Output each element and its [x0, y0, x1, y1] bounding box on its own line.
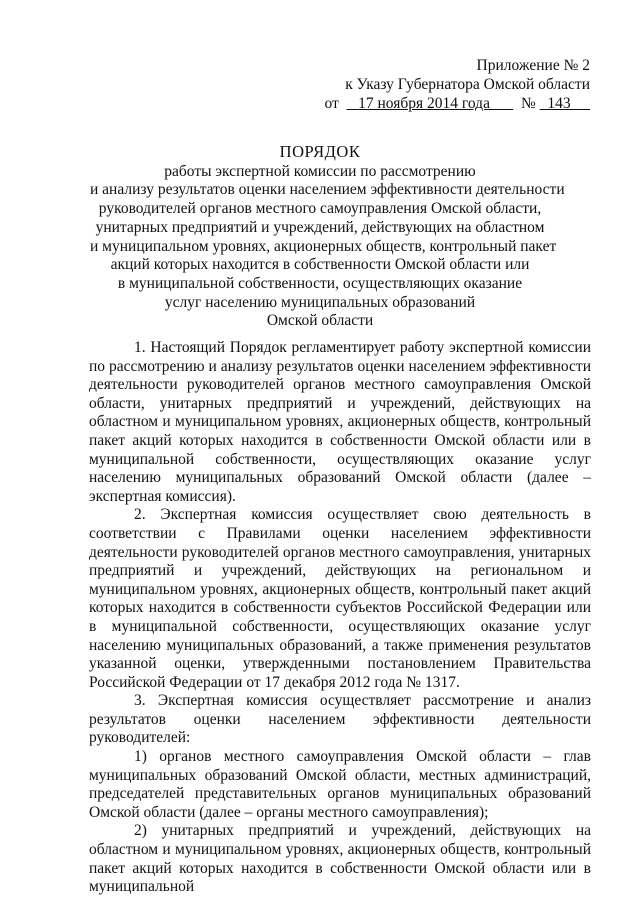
number-prefix: №	[520, 95, 536, 112]
paragraph-2: 2. Экспертная комиссия осуществляет свою деятельность в соответствии с Правилами оценки населением эффективности деятельности руководителей органов местного самоуправления, унитарных предприятий и учреждений, действующих на региональном и муниципальном уровнях, акционерных обществ, контрольный пакет акций которых находится в собственности субъектов Российской Федерации или в муниципальной собственности, осуществляющих оказание услуг населению муниципальных образований, а также применения результатов указанной оценки, утвержденными постановлением Правительства Российской Федерации от 17 декабря 2012 года № 1317.	[89, 506, 591, 691]
appendix-header	[300, 56, 590, 113]
appendix-reference: к Указу Губернатора Омской области	[345, 76, 590, 93]
document-title	[90, 142, 565, 331]
title-line: Омской области	[266, 312, 374, 330]
title-line: услуг населению муниципальных образований	[164, 293, 476, 311]
title-heading: ПОРЯДОК	[279, 142, 361, 161]
decree-number: 143	[547, 95, 571, 112]
title-line: унитарных предприятий и учреждений, действующих на областном	[95, 218, 545, 236]
title-line: руководителей органов местного самоуправления Омской области,	[98, 200, 542, 218]
title-line: и анализу результатов оценки населением эффективности деятельности	[90, 181, 565, 199]
paragraph-3-item-1: 1) органов местного самоуправления Омской области – глав муниципальных образований Омской области, местных администраций, председателей представительных органов муниципальных образований Омской области (далее – органы местного самоуправления);	[89, 748, 591, 821]
paragraph-1: 1. Настоящий Порядок регламентирует работу экспертной комиссии по рассмотрению и анализу результатов оценки населением эффективности деятельности руководителей органов местного самоуправления Омской области, унитарных предприятий и учреждений, действующих на областном и муниципальном уровнях, акционерных обществ, контрольный пакет акций которых находится в собственности Омской области или в муниципальной собственности, осуществляющих оказание услуг населению муниципальных образований Омской области (далее – экспертная комиссия).	[89, 339, 591, 505]
date-prefix: от	[324, 95, 339, 112]
decree-date: 17 ноября 2014 года	[358, 95, 490, 112]
paragraph-3-item-2: 2) унитарных предприятий и учреждений, действующих на областном и муниципальном уровнях, акционерных обществ, контрольный пакет акций которых находится в собственности Омской области или в муниципальной	[89, 822, 591, 896]
appendix-date-line	[300, 94, 590, 113]
title-line: и муниципальном уровнях, акционерных обществ, контрольный пакет	[90, 237, 557, 255]
title-line: работы экспертной комиссии по рассмотрению	[164, 162, 476, 180]
paragraph-3: 3. Экспертная комиссия осуществляет рассмотрение и анализ результатов оценки населением эффективности деятельности руководителей:	[89, 692, 591, 747]
appendix-number: Приложение № 2	[476, 57, 590, 74]
document-body	[89, 339, 591, 897]
title-line: акций которых находится в собственности Омской области или	[110, 256, 530, 274]
title-line: в муниципальной собственности, осуществляющих оказание	[117, 274, 523, 292]
